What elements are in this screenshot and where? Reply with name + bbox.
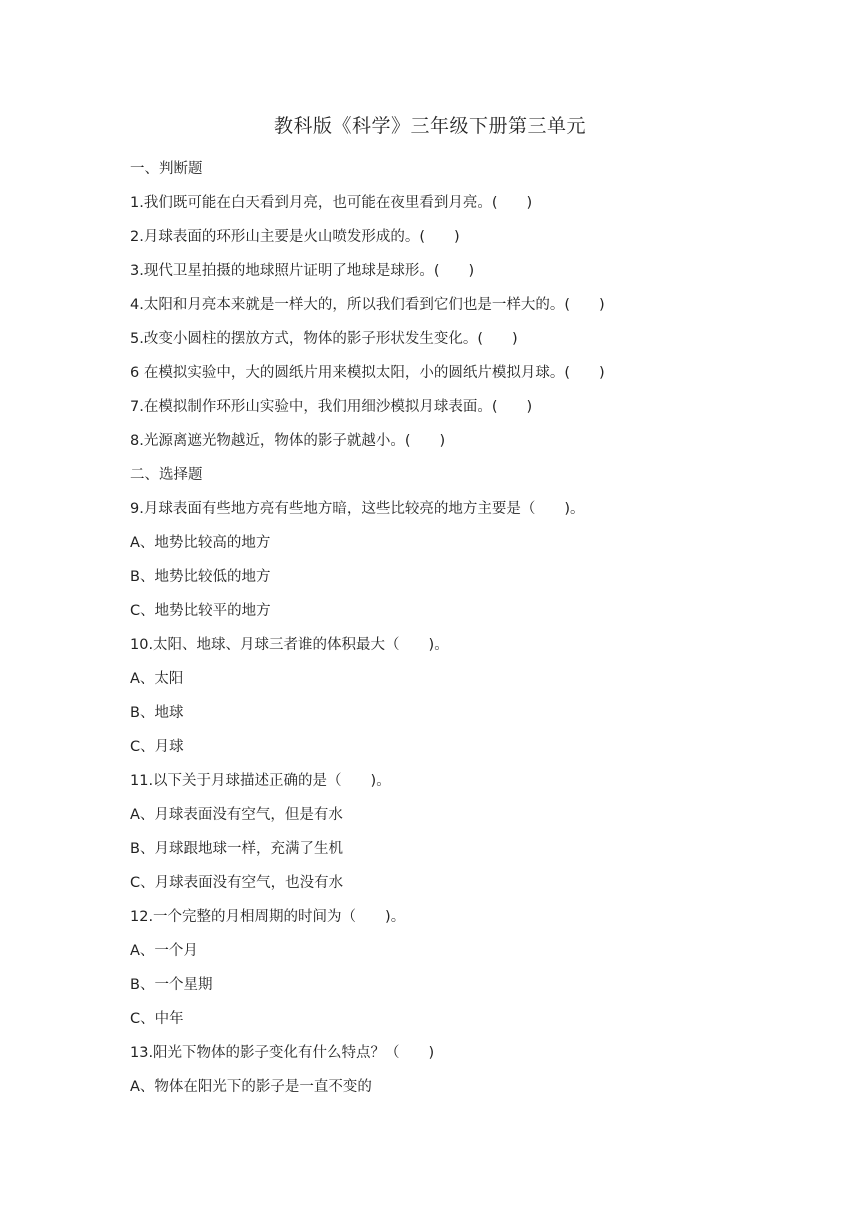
question-stem: 10.太阳、地球、月球三者谁的体积最大（ )。 — [130, 637, 449, 653]
question-stem: 11.以下关于月球描述正确的是（ )。 — [130, 773, 391, 789]
question-option: A、太阳 — [130, 671, 184, 687]
judgement-item: 8.光源离遮光物越近，物体的影子就越小。( ) — [130, 433, 446, 449]
question-stem: 12.一个完整的月相周期的时间为（ )。 — [130, 909, 406, 925]
question-option: B、一个星期 — [130, 977, 213, 993]
question-option: A、月球表面没有空气，但是有水 — [130, 807, 343, 823]
question-option: B、月球跟地球一样，充满了生机 — [130, 841, 343, 857]
section-heading-choice: 二、选择题 — [130, 467, 203, 483]
question-stem: 9.月球表面有些地方亮有些地方暗，这些比较亮的地方主要是（ )。 — [130, 501, 585, 517]
judgement-item: 4.太阳和月亮本来就是一样大的，所以我们看到它们也是一样大的。( ) — [130, 297, 605, 313]
judgement-item: 7.在模拟制作环形山实验中，我们用细沙模拟月球表面。( ) — [130, 399, 533, 415]
question-option: C、地势比较平的地方 — [130, 603, 271, 619]
document-body — [130, 152, 770, 1104]
document-title: 教科版《科学》三年级下册第三单元 — [273, 115, 586, 137]
judgement-item: 1.我们既可能在白天看到月亮，也可能在夜里看到月亮。( ) — [130, 195, 533, 211]
question-option: A、地势比较高的地方 — [130, 535, 271, 551]
question-option: B、地势比较低的地方 — [130, 569, 271, 585]
question-option: B、地球 — [130, 705, 184, 721]
judgement-item: 2.月球表面的环形山主要是火山喷发形成的。( ) — [130, 229, 460, 245]
judgement-item: 6 在模拟实验中，大的圆纸片用来模拟太阳，小的圆纸片模拟月球。( ) — [130, 365, 605, 381]
question-option: A、物体在阳光下的影子是一直不变的 — [130, 1079, 372, 1095]
judgement-item: 5.改变小圆柱的摆放方式，物体的影子形状发生变化。( ) — [130, 331, 518, 347]
question-option: C、月球 — [130, 739, 184, 755]
question-stem: 13.阳光下物体的影子变化有什么特点？（ ) — [130, 1045, 435, 1061]
question-option: C、月球表面没有空气，也没有水 — [130, 875, 344, 891]
question-option: C、中年 — [130, 1011, 184, 1027]
question-option: A、一个月 — [130, 943, 198, 959]
judgement-item: 3.现代卫星拍摄的地球照片证明了地球是球形。( ) — [130, 263, 475, 279]
section-heading-judgement: 一、判断题 — [130, 161, 203, 177]
